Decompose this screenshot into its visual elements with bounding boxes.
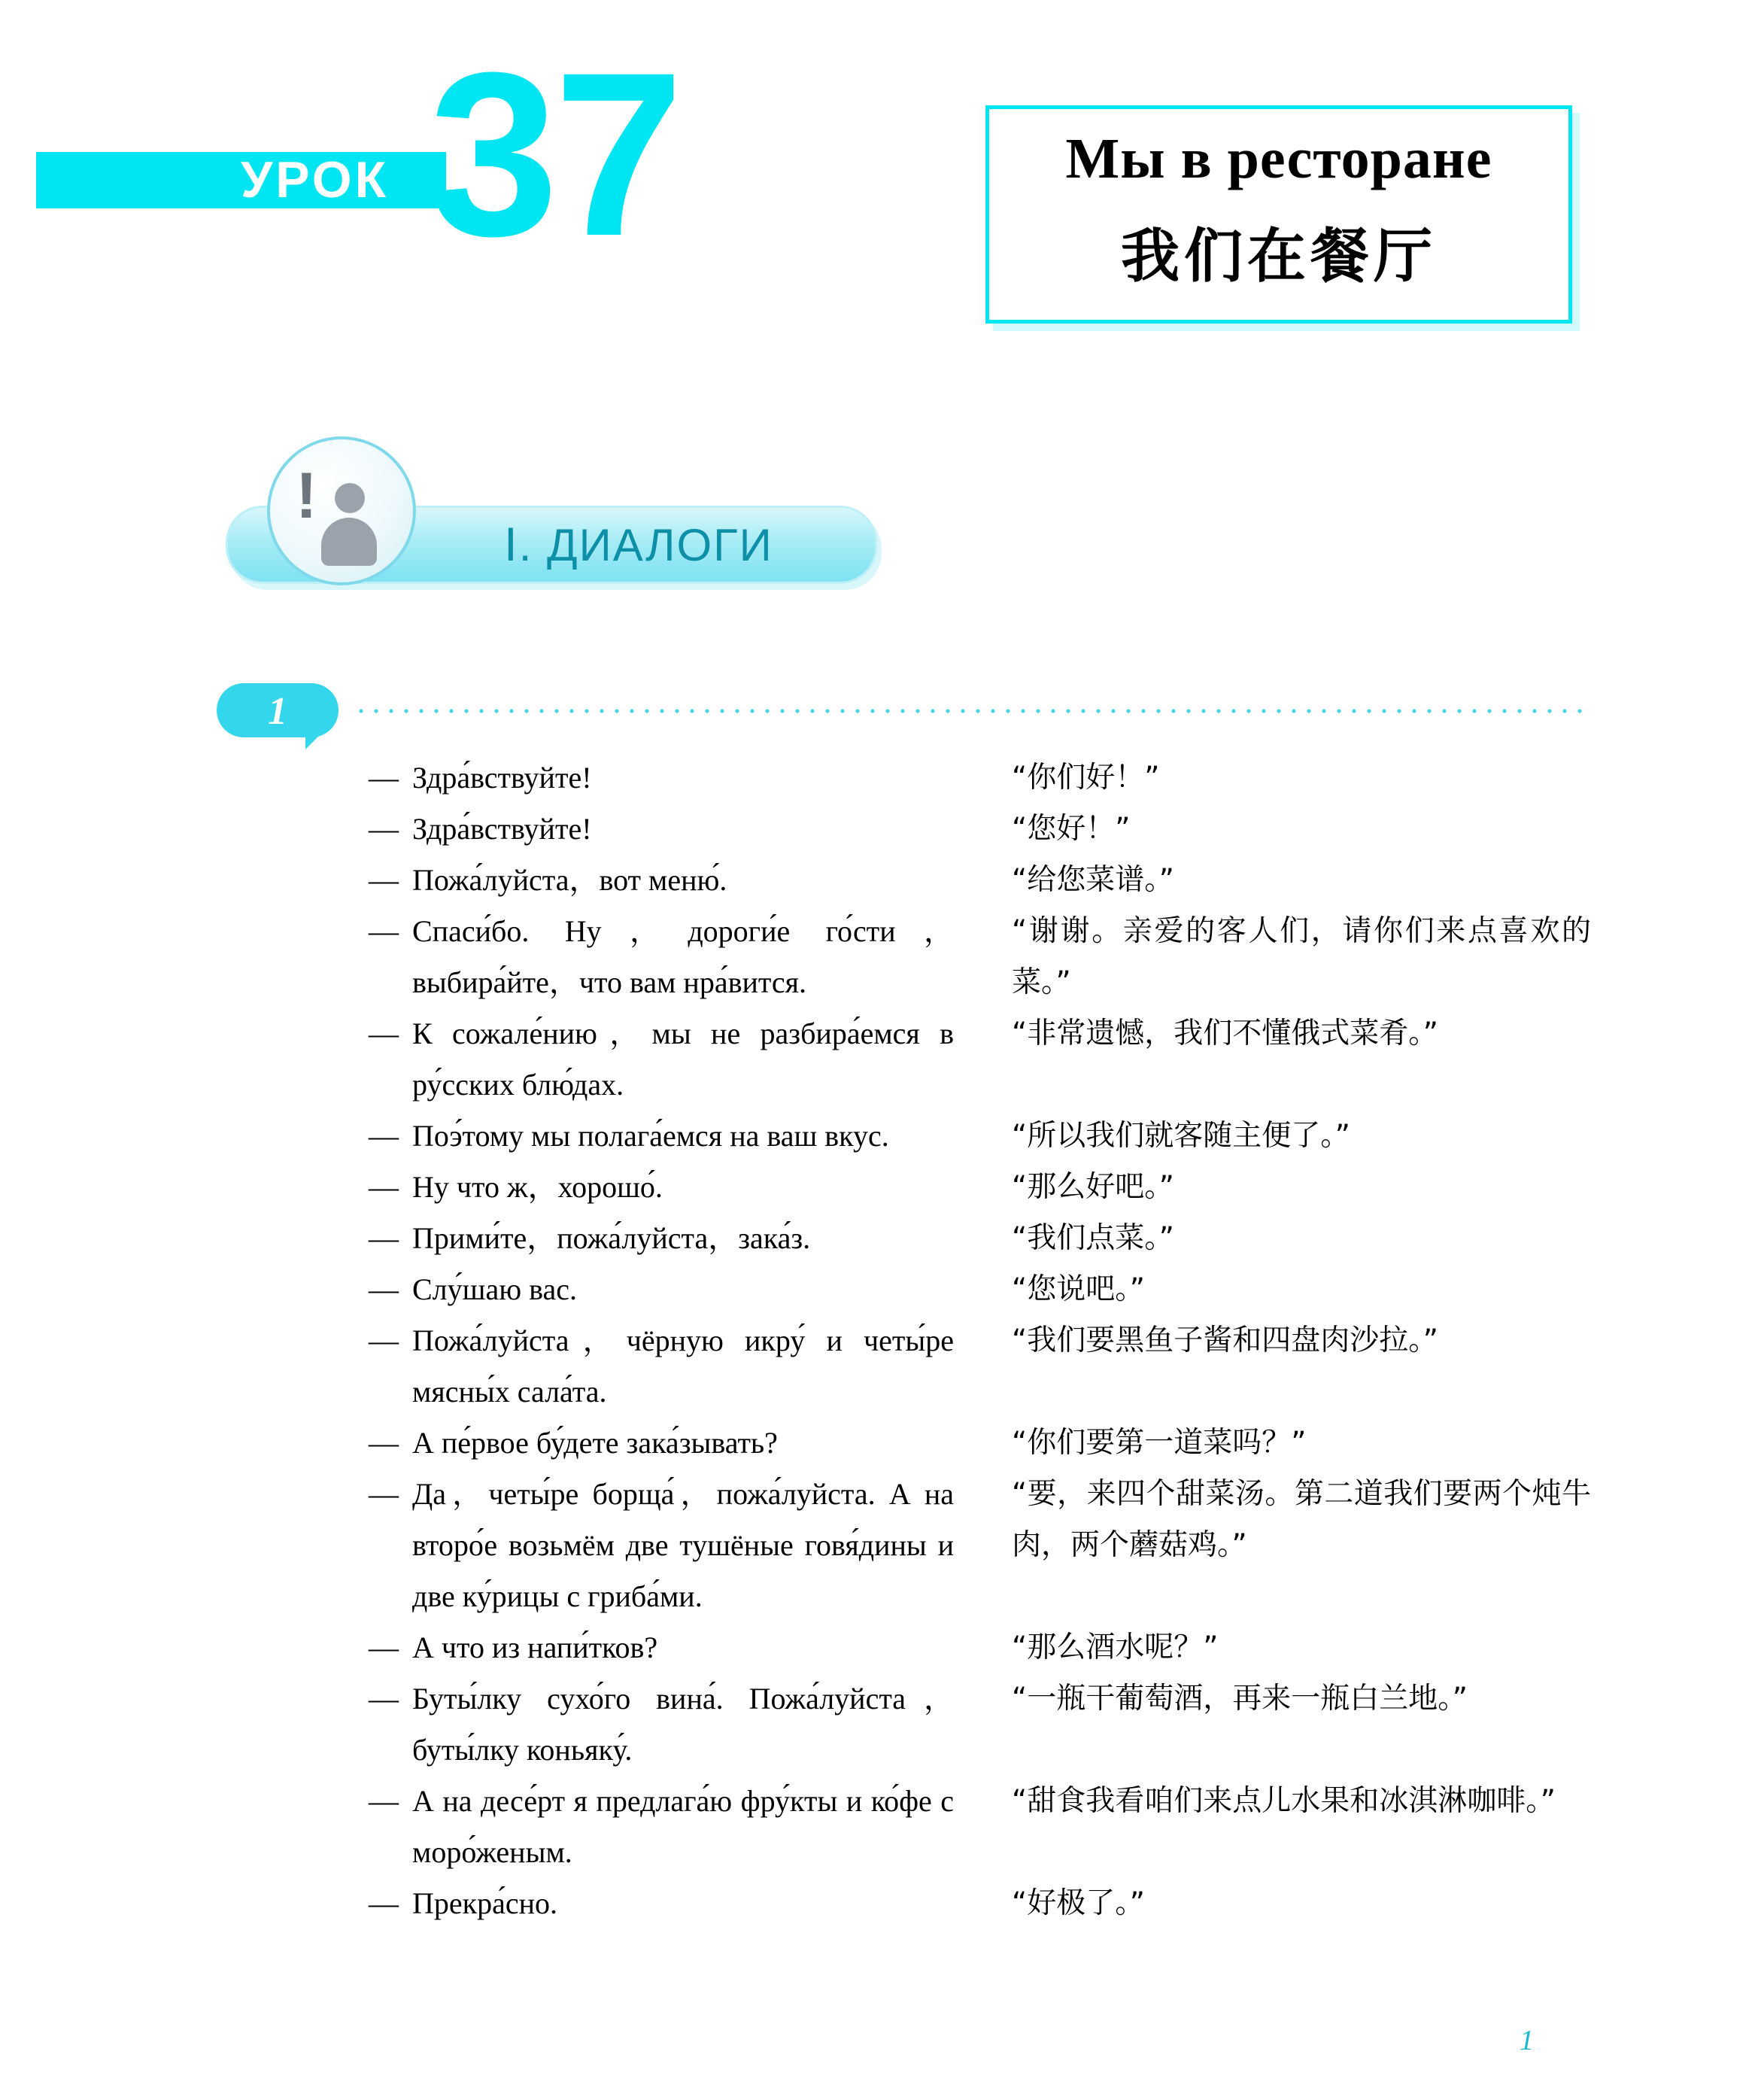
lesson-title-chinese: 我们在餐厅 xyxy=(1120,223,1437,290)
dialogue-dash: — xyxy=(369,914,399,948)
dialogue-line-chinese: “要，来四个甜菜汤。第二道我们要两个炖牛肉，两个蘑菇鸡。” xyxy=(1012,1477,1591,1562)
section-title: Ⅰ. ДИАЛОГИ xyxy=(504,520,773,570)
dialogue-russian-text: Ну что ж，хорошо́. xyxy=(412,1170,663,1204)
dialogue-number-badge xyxy=(217,683,345,748)
dialogue-dash: — xyxy=(369,1272,399,1306)
dialogue-line-chinese: “谢谢。亲爱的客人们，请你们来点喜欢的菜。” xyxy=(1012,914,1591,999)
dialogue-dash: — xyxy=(369,1886,399,1920)
dialogue-dash: — xyxy=(369,761,399,795)
dialogue-dash: — xyxy=(369,1682,399,1716)
dialogue-line-russian xyxy=(369,906,954,1008)
dotted-divider xyxy=(354,709,1587,713)
dialogue-line-russian xyxy=(369,1111,954,1162)
person-head-shape xyxy=(335,483,365,513)
dialogue-line-chinese: “给您菜谱。” xyxy=(1012,863,1174,897)
dialogue-line-chinese: “我们点菜。” xyxy=(1012,1221,1174,1255)
dialogue-line-russian xyxy=(369,1418,954,1469)
dialogue-dash: — xyxy=(369,1784,399,1818)
dialogue-line-russian xyxy=(369,1315,954,1418)
dialogue-dash: — xyxy=(369,1324,399,1357)
dialogue-russian-text: Прими́те，пожа́луйста，зака́з. xyxy=(412,1221,811,1255)
dialogue-line-chinese: “您好！” xyxy=(1012,812,1131,846)
dialogue-russian-text: Пожа́луйста，чёрную икру́ и четы́ре мясны́х сала́та. xyxy=(412,1324,954,1409)
dialogue-dash: — xyxy=(369,1221,399,1255)
lesson-title-russian: Мы в ресторане xyxy=(1065,127,1492,190)
dialogue-line-russian xyxy=(369,1469,954,1622)
dialogue-line-chinese: “所以我们就客随主便了。” xyxy=(1012,1119,1350,1153)
dialogue-line-russian xyxy=(369,1776,954,1878)
dialogue-line-russian xyxy=(369,1008,954,1111)
lesson-word-label: УРОК xyxy=(241,151,390,208)
dialogue-line-russian xyxy=(369,1878,954,1929)
dialogue-russian-text: Буты́лку сухо́го вина́. Пожа́луйста，буты́лку коньяку́. xyxy=(412,1682,954,1767)
page-header xyxy=(0,0,1758,354)
person-silhouette-icon xyxy=(321,483,377,566)
dialogue-line-russian xyxy=(369,1162,954,1213)
dialogue-line-russian xyxy=(369,855,954,906)
dialogue-line-chinese: “那么好吧。” xyxy=(1012,1170,1174,1204)
dialogue-russian-text: А что из напи́тков? xyxy=(412,1630,658,1664)
dialogue-line-chinese: “那么酒水呢？” xyxy=(1012,1630,1219,1664)
dialogue-russian-text: Прекра́сно. xyxy=(412,1886,557,1920)
dialogue-russian-text: Да，четы́ре борща́，пожа́луйста. А на второ́е возьмём две тушёные говя́дины и две ку́рицы с гриба́ми. xyxy=(412,1477,954,1613)
dialogue-dash: — xyxy=(369,1426,399,1460)
dialogue-line-chinese: “好极了。” xyxy=(1012,1886,1145,1920)
dialogue-dash: — xyxy=(369,1170,399,1204)
exclamation-icon: ! xyxy=(296,460,317,532)
dialogue-russian-text: Поэ́тому мы полага́емся на ваш вкус. xyxy=(412,1119,889,1153)
dialogue-line-russian xyxy=(369,804,954,855)
dialogue-dash: — xyxy=(369,863,399,897)
dialogue-line-chinese: “一瓶干葡萄酒，再来一瓶白兰地。” xyxy=(1012,1682,1468,1716)
dialogue-line-chinese: “你们要第一道菜吗？” xyxy=(1012,1426,1307,1460)
dialogue-russian-text: Здра́вствуйте! xyxy=(412,812,592,846)
dialogue-dash: — xyxy=(369,1119,399,1153)
dialogue-line-russian xyxy=(369,1264,954,1315)
dialogue-number-text: 1 xyxy=(268,690,287,733)
dialogue-russian-text: Здра́вствуйте! xyxy=(412,761,592,795)
dialogue-line-chinese: “我们要黑鱼子酱和四盘肉沙拉。” xyxy=(1012,1324,1438,1357)
dialogue-line-chinese: “你们好！” xyxy=(1012,761,1160,795)
dialogue-russian-text: Слу́шаю вас. xyxy=(412,1272,577,1306)
dialogue-russian-text: А пе́рвое бу́дете зака́зывать? xyxy=(412,1426,778,1460)
dialogue-russian-text: К сожале́нию，мы не разбира́емся в ру́сских блю́дах. xyxy=(412,1017,954,1102)
page-number: 1 xyxy=(1520,2025,1534,2056)
dialogue-russian-text: А на десе́рт я предлага́ю фру́кты и ко́фе с моро́женым. xyxy=(412,1784,954,1869)
speaker-person-icon xyxy=(267,436,417,587)
dialogue-line-russian xyxy=(369,1673,954,1776)
dialogue-dash: — xyxy=(369,1630,399,1664)
dialogue-line-chinese: “甜食我看咱们来点儿水果和冰淇淋咖啡。” xyxy=(1012,1784,1556,1818)
dialogue-dash: — xyxy=(369,812,399,846)
person-body-shape xyxy=(321,518,377,566)
dialogue-dash: — xyxy=(369,1017,399,1050)
dialogue-russian-text: Спаси́бо. Ну，дороги́е го́сти，выбира́йте，что вам нра́вится. xyxy=(412,914,954,999)
lesson-number: 37 xyxy=(429,23,679,284)
dialogue-line-russian xyxy=(369,1213,954,1264)
dialogue-russian-text: Пожа́луйста，вот меню́. xyxy=(412,863,727,897)
dialogue-line-chinese: “非常遗憾，我们不懂俄式菜肴。” xyxy=(1012,1017,1438,1050)
dialogue-line-chinese: “您说吧。” xyxy=(1012,1272,1145,1306)
dialogue-dash: — xyxy=(369,1477,399,1511)
dialogue-line-russian xyxy=(369,752,954,804)
dialogue-line-russian xyxy=(369,1622,954,1673)
